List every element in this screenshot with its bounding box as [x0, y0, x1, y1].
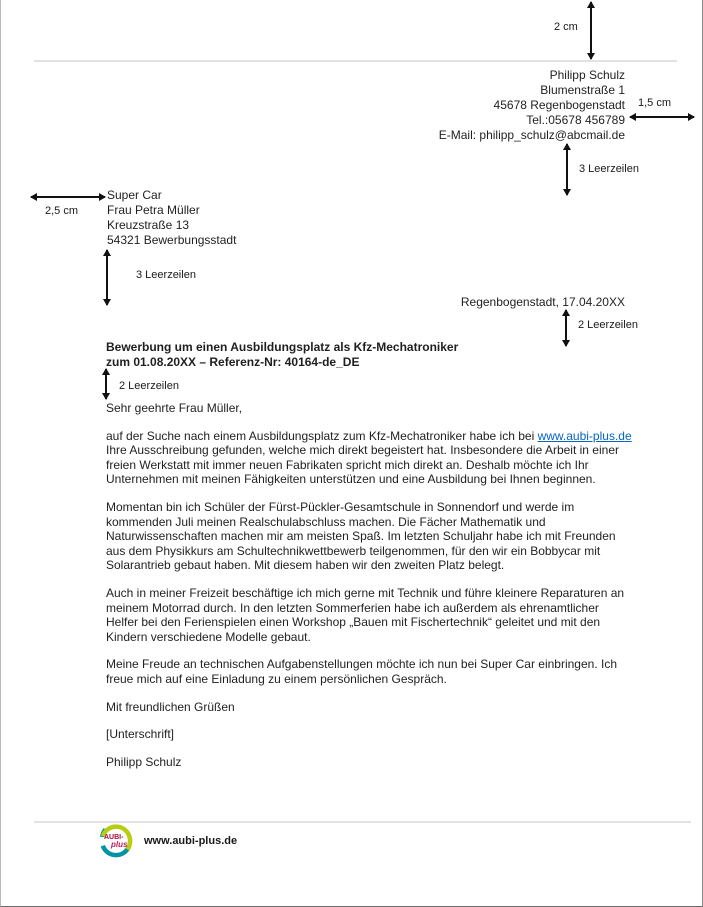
blank-lines-recipient-label: 3 Leerzeilen — [136, 269, 196, 281]
sender-block — [439, 68, 625, 143]
top-margin-label: 2 cm — [554, 21, 578, 33]
logo-brand-bottom: plus — [111, 840, 128, 849]
blank-lines-subject-arrow-icon — [105, 369, 107, 399]
paragraph-4: Meine Freude an technischen Aufgabenstellungen möchte ich nun bei Super Car einbringen. Ich freue mich auf eine Einladung zu einem persönlichen Gespräch. — [106, 657, 618, 686]
paragraph-1 — [106, 429, 633, 487]
aubi-plus-logo-icon — [96, 821, 136, 861]
recipient-contact: Frau Petra Müller — [107, 203, 200, 217]
logo-brand-top: AUBI- — [104, 834, 124, 841]
blank-lines-sender-arrow-icon — [566, 144, 568, 195]
sender-email: E-Mail: philipp_schulz@abcmail.de — [438, 128, 625, 142]
closing: Mit freundlichen Grüßen — [106, 699, 235, 714]
top-margin-arrow-icon — [590, 2, 592, 59]
sender-name: Philipp Schulz — [549, 68, 625, 82]
date-line: Regenbogenstadt, 17.04.20XX — [460, 295, 625, 309]
recipient-company: Super Car — [107, 188, 162, 202]
aubi-plus-link[interactable]: www.aubi-plus.de — [537, 428, 632, 443]
signature-placeholder: [Unterschrift] — [106, 727, 175, 742]
recipient-block — [107, 188, 236, 248]
sender-phone: Tel.:05678 456789 — [526, 113, 625, 127]
signature-name: Philipp Schulz — [106, 754, 182, 769]
sender-street: Blumenstraße 1 — [540, 83, 625, 97]
recipient-street: Kreuzstraße 13 — [107, 218, 190, 232]
header-divider — [34, 60, 677, 62]
right-margin-arrow-icon — [630, 116, 694, 118]
blank-lines-date-arrow-icon — [565, 310, 567, 346]
paragraph-3: Auch in meiner Freizeit beschäftige ich mich gerne mit Technik und führe kleinere Reparaturen an meinem Motorrad durch. In den letzten Sommerferien habe ich außerdem als ehrenamtlicher Helfer bei den Ferienspielen einen Workshop „Bauen mit Fischertechnik“ geleitet und mit den Kindern verschiedene Modelle gebaut. — [106, 585, 625, 644]
left-margin-arrow-icon — [31, 196, 105, 198]
recipient-city: 54321 Bewerbungsstadt — [107, 233, 237, 247]
subject-block — [106, 340, 458, 370]
left-margin-label: 2,5 cm — [45, 205, 79, 217]
subject-line-1: Bewerbung um einen Ausbildungsplatz als Kfz-Mechatroniker — [106, 340, 459, 354]
paragraph-1-text-after: Ihre Ausschreibung gefunden, welche mich direkt begeistert hat. Insbesondere die Arbeit in einer freien Werkstatt mit immer neuen Fabrikaten spricht mich direkt an. Deshalb möchte ich Ihr Unternehmen mit meinen Fähigkeiten unterstützen und eine Ausbildung bei Ihnen beginnen. — [106, 443, 619, 487]
letter-body — [106, 401, 633, 782]
right-margin-label: 1,5 cm — [638, 97, 672, 109]
paragraph-1-text-before: auf der Suche nach einem Ausbildungsplatz zum Kfz-Mechatroniker habe ich bei — [106, 428, 538, 443]
blank-lines-recipient-arrow-icon — [106, 250, 108, 305]
blank-lines-subject-label: 2 Leerzeilen — [119, 380, 179, 392]
blank-lines-date-label: 2 Leerzeilen — [578, 319, 638, 331]
footer-website: www.aubi-plus.de — [144, 835, 238, 847]
subject-line-2: zum 01.08.20XX – Referenz-Nr: 40164-de_DE — [106, 355, 360, 369]
blank-lines-sender-label: 3 Leerzeilen — [579, 163, 639, 175]
sender-city: 45678 Regenbogenstadt — [493, 98, 625, 112]
salutation: Sehr geehrte Frau Müller, — [106, 401, 243, 415]
paragraph-2: Momentan bin ich Schüler der Fürst-Pückler-Gesamtschule in Sonnendorf und werde im kommenden Juli meinen Realschulabschluss machen. Die Fächer Mathematik und Naturwissenschaften machen mir am meisten Spaß. Im letzten Schuljahr habe ich mit Freunden aus dem Physikkurs am Schultechnikwettbewerb teilgenommen, für den wir ein Bobbycar mit Solarantrieb gebaut haben. Mit diesem haben wir den zweiten Platz belegt. — [106, 499, 616, 573]
